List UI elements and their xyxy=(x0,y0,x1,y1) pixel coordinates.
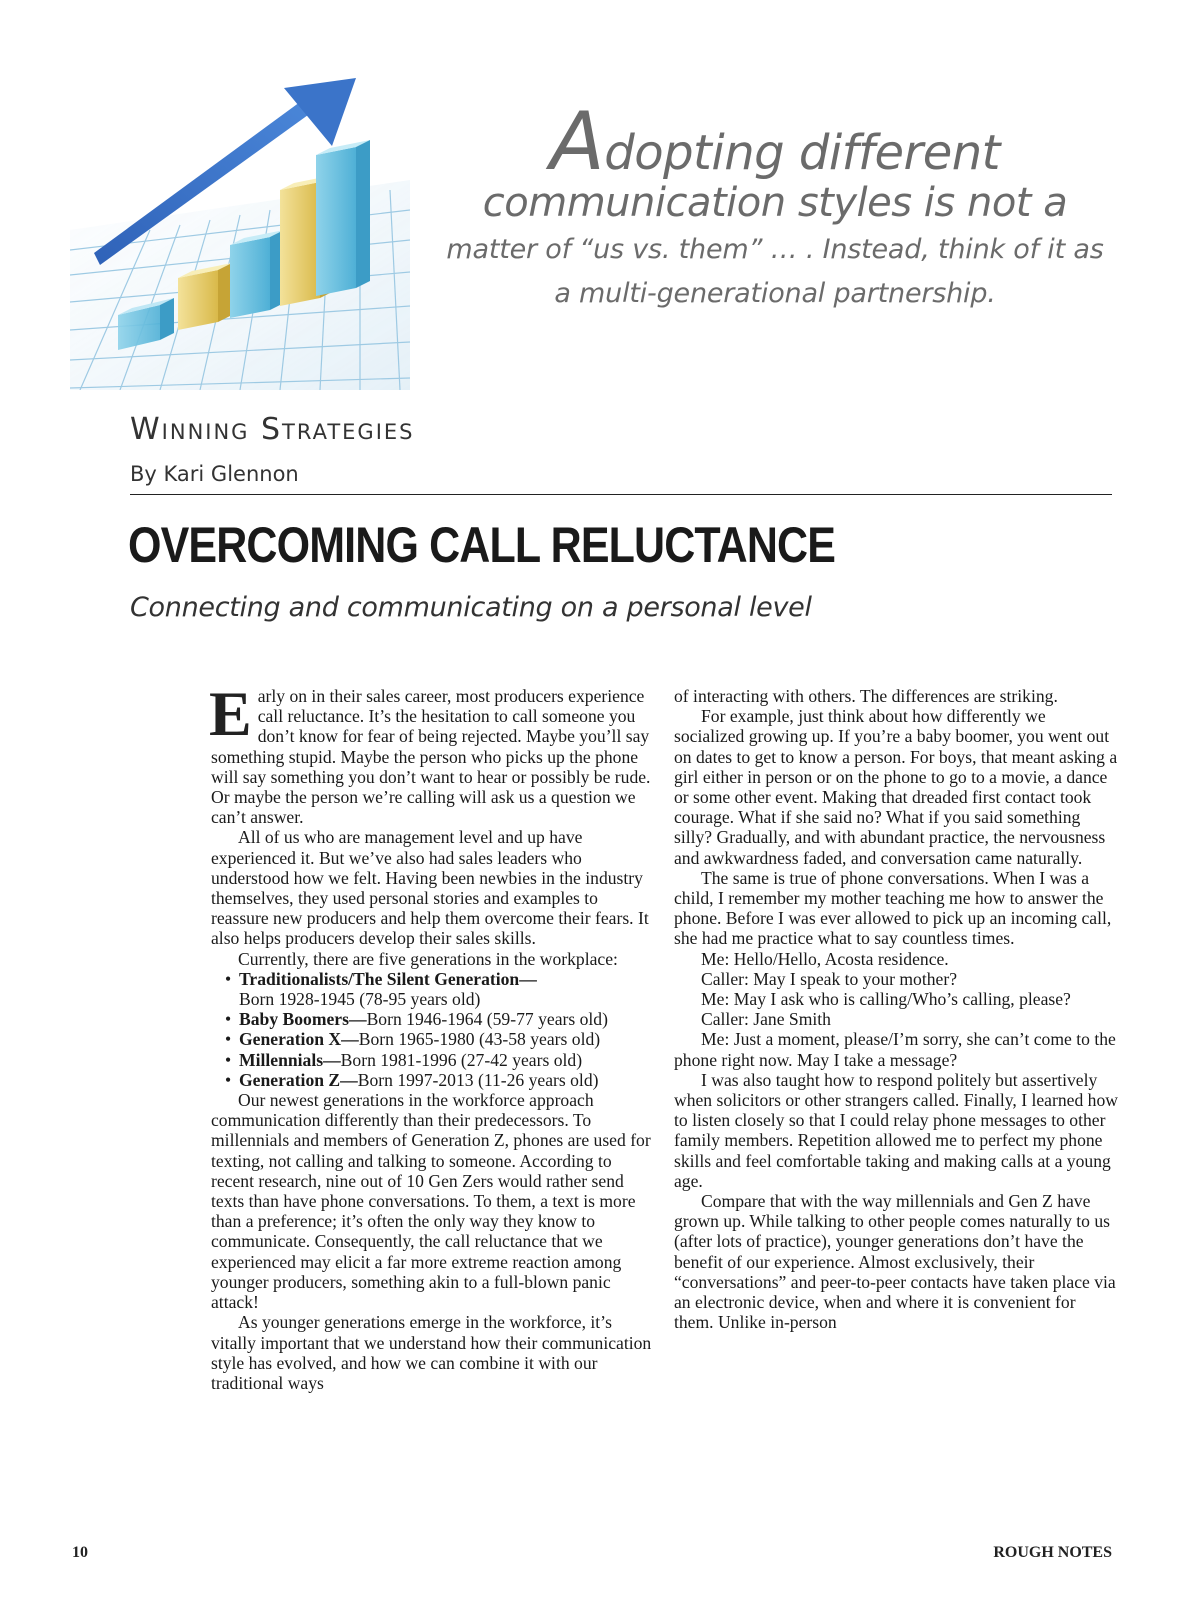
generation-detail: Born 1928-1945 (78-95 years old) xyxy=(239,989,481,1010)
generation-detail: Born 1981-1996 (27-42 years old) xyxy=(340,1049,583,1070)
bar-5 xyxy=(316,140,370,296)
paragraph-2: All of us who are management level and up have experienced it. But we’ve also had sales leaders who understood how we felt. Having been newbies in the industry themselves, they used personal stories and examples to reassure new producers and help them overcome their fears. It also helps producers develop their sales skills. xyxy=(211,827,649,949)
bar-3 xyxy=(230,230,284,318)
generation-detail: Born 1965-1980 (43-58 years old) xyxy=(358,1029,601,1050)
paragraph-taught: I was also taught how to respond politely but assertively when solicitors or other strangers called. Finally, I learned how to listen closely so that I could relay phone messages to other family members. Repetition allowed me to perfect my phone skills and feel comfortable taking and making calls at a young age. xyxy=(674,1069,1118,1191)
list-item xyxy=(211,1070,656,1090)
generation-detail: Born 1997-2013 (11-26 years old) xyxy=(357,1069,599,1090)
list-item xyxy=(211,1009,656,1029)
pull-quote-line-3: matter of “us vs. them” … . Instead, think of it as xyxy=(446,234,1104,266)
growth-chart-svg xyxy=(70,60,410,390)
paragraph-phone: The same is true of phone conversations. When I was a child, I remember my mother teaching me how to answer the phone. Before I was ever allowed to pick up an incoming call, she had me practice what to say countless times. xyxy=(674,867,1112,949)
generation-name: Millennials— xyxy=(239,1049,341,1070)
generation-name: Generation X— xyxy=(239,1029,359,1050)
publication-name: ROUGH NOTES xyxy=(993,1544,1112,1561)
article-column-right xyxy=(674,686,1119,1333)
pull-quote-drop-letter: A xyxy=(550,95,605,188)
list-item xyxy=(211,1050,656,1070)
pull-quote-line-4: a multi-generational partnership. xyxy=(554,277,996,309)
section-label: Winning Strategies xyxy=(130,412,415,447)
article-column-left xyxy=(209,678,656,1393)
pull-quote-line-2: communication styles is not a xyxy=(482,180,1068,227)
bullet-icon: • xyxy=(225,1049,232,1070)
bullet-icon: • xyxy=(225,1069,232,1090)
generations-list xyxy=(211,969,656,1090)
paragraph-example: For example, just think about how differently we socialized growing up. If you’re a baby boomer, you went out on dates to get to know a person. For boys, that meant asking a girl either in person or on the phone to go to a movie, a dance or some other event. Making that dreaded first contact took courage. What if she said no? What if you said something silly? Gradually, and with abundant practice, the nervousness and awkwardness faded, and conversation came naturally. xyxy=(674,706,1118,868)
paragraph-compare: Compare that with the way millennials and Gen Z have grown up. While talking to other people comes naturally to us (after lots of practice), younger generations don’t have the benefit of our experience. Almost exclusively, their “conversations” and peer-to-peer contacts have taken place via an electronic device, when and where it is convenient for them. Unlike in-person xyxy=(674,1191,1116,1333)
divider-rule xyxy=(130,494,1112,495)
paragraph-4: Our newest generations in the workforce approach communication differently than their predecessors. To millennials and members of Generation Z, phones are used for texting, not calling and talking to someone. According to recent research, nine out of 10 Gen Zers would rather send texts than have phone conversations. To them, a text is more than a preference; it’s often the only way they know to communicate. Consequently, the call reluctance that we experienced may elicit a far more extreme reaction among younger producers, something akin to a full-blown panic attack! xyxy=(211,1090,651,1313)
page-number: 10 xyxy=(72,1544,88,1561)
bullet-icon: • xyxy=(225,1029,232,1050)
drop-cap: E xyxy=(209,678,252,749)
pull-quote-line-1-rest: dopting different xyxy=(604,125,1000,181)
bullet-icon: • xyxy=(225,968,232,989)
list-item xyxy=(211,969,656,1009)
paragraph-continued: of interacting with others. The differences are striking. xyxy=(674,686,1058,706)
article-headline: OVERCOMING CALL RELUCTANCE xyxy=(128,517,836,573)
paragraph-1 xyxy=(209,678,656,828)
dialogue-line: Me: Hello/Hello, Acosta residence. xyxy=(701,948,949,969)
dialogue-line: Me: May I ask who is calling/Who’s calling, please? xyxy=(701,989,1071,1010)
pull-quote xyxy=(440,95,1110,315)
generation-name: Generation Z— xyxy=(239,1069,358,1090)
paragraph-3: Currently, there are five generations in the workplace: xyxy=(238,948,618,969)
dialogue-line: Me: Just a moment, please/I’m sorry, she can’t come to the phone right now. May I take a message? xyxy=(674,1029,1116,1070)
generation-name: Traditionalists/The Silent Generation— xyxy=(239,968,537,989)
paragraph-5: As younger generations emerge in the workforce, it’s vitally important that we understand how their communication style has evolved, and how we can combine it with our traditional ways xyxy=(211,1312,652,1393)
generation-detail: Born 1946-1964 (59-77 years old) xyxy=(366,1009,608,1030)
dialogue-line: Caller: May I speak to your mother? xyxy=(701,968,958,989)
article-deck: Connecting and communicating on a personal level xyxy=(130,592,812,623)
growth-chart-illustration xyxy=(70,60,410,390)
dialogue-line: Caller: Jane Smith xyxy=(701,1009,831,1030)
generation-name: Baby Boomers— xyxy=(239,1009,367,1030)
byline: By Kari Glennon xyxy=(130,462,299,486)
list-item xyxy=(211,1029,656,1049)
pull-quote-line-1 xyxy=(440,95,1110,188)
paragraph-1-text: arly on in their sales career, most producers experience call reluctance. It’s the hesitation to call someone you don’t know for fear of being rejected. Maybe you’ll say something stupid. Maybe the person who picks up the phone will say something you don’t want to hear or possibly be rude. Or maybe the person we’re calling will ask us a question we can’t answer. xyxy=(211,686,651,828)
bullet-icon: • xyxy=(225,1009,232,1030)
